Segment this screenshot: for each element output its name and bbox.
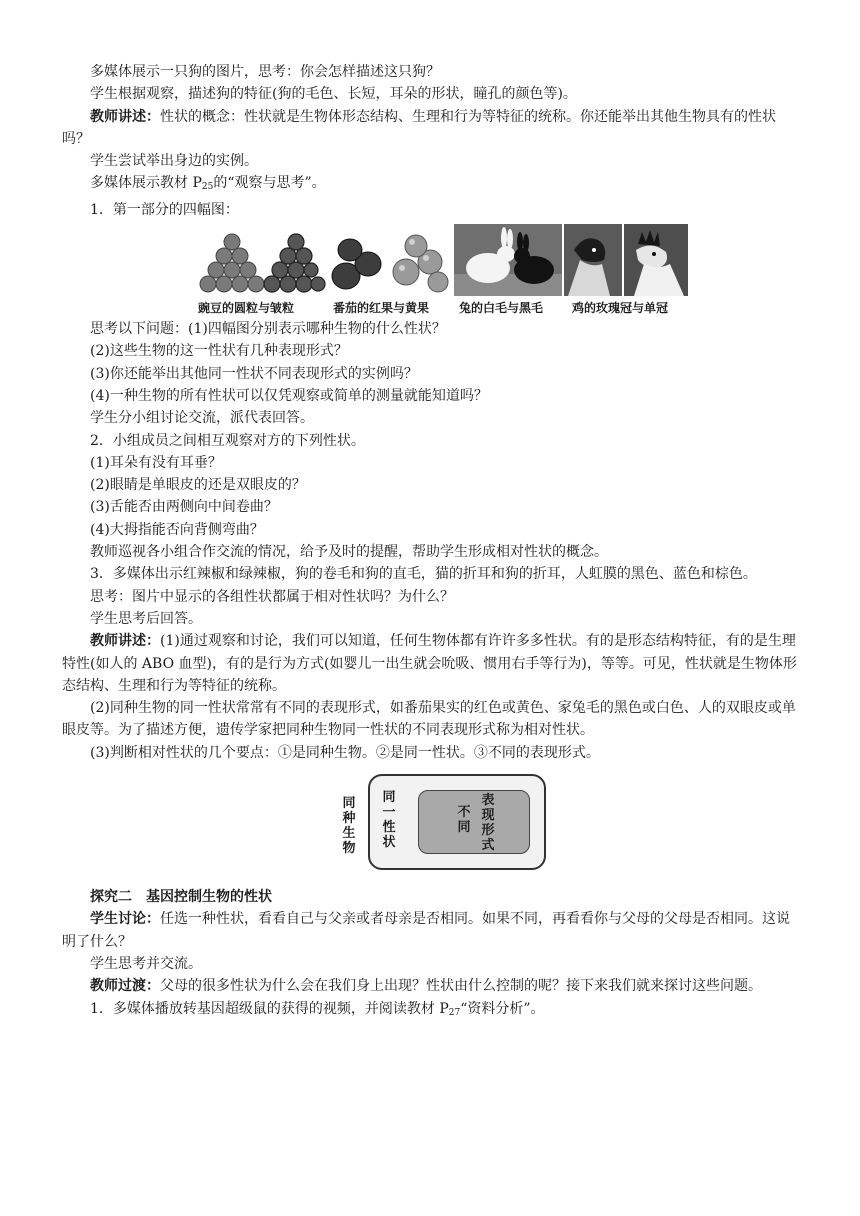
diagram-label-trait: 同一性状 [382,790,396,851]
paragraph: (2)同种生物的同一性状常常有不同的表现形式，如番茄果实的红色或黄色、家兔毛的黑色或白色、人的双眼皮或单眼皮等。为了描述方便，遗传学家把同种生物同一性状的不同表现形式称为相对性状。 [62,700,796,739]
paragraph-text: 1．多媒体播放转基因超级鼠的获得的视频，并阅读教材 P [90,1000,449,1017]
figure-caption: 番茄的红果与黄果 [333,301,430,316]
paragraph-text: 父母的很多性状为什么会在我们身上出现？性状由什么控制的呢？接下来我们就来探讨这些问题。 [160,978,762,995]
pea-photo [194,224,326,296]
single-comb-rooster-photo [624,224,688,296]
paragraph: (2)这些生物的这一性状有几种表现形式？ [90,343,348,360]
paragraph: 1．第一部分的四幅图： [90,201,239,218]
bold-label: 教师讲述： [90,108,160,125]
paragraph [62,998,800,1024]
paragraph: (2)眼睛是单眼皮的还是双眼皮的？ [90,477,306,494]
paragraph: 学生思考并交流。 [90,955,202,972]
paragraph: (3)你还能举出其他同一性状不同表现形式的实例吗？ [90,365,418,382]
paragraph: 3．多媒体出示红辣椒和绿辣椒，狗的卷毛和狗的直毛，猫的折耳和狗的折耳，人虹膜的黑色、蓝色和棕色。 [90,566,757,583]
paragraph: 学生思考后回答。 [90,610,202,627]
paragraph [62,106,800,151]
figure-caption: 兔的白毛与黑毛 [459,301,544,316]
page-subscript: 25 [201,182,214,193]
bold-label: 教师讲述： [90,633,160,650]
paragraph: 学生尝试举出身边的实例。 [90,153,258,170]
bold-label: 学生讨论： [90,911,160,928]
bold-label: 教师过渡： [90,978,160,995]
paragraph: (4)大拇指能否向背侧弯曲？ [90,521,264,538]
paragraph-text: 的“观察与思考”。 [213,175,326,192]
paragraph-text: 多媒体展示教材 P [90,175,202,192]
relative-trait-diagram [62,764,800,886]
diagram-label-forms: 表现形式 [481,793,495,854]
paragraph [62,630,800,697]
paragraph: 思考：图片中显示的各组性状都属于相对性状吗？为什么？ [90,588,454,605]
diagram-inner-box [418,790,530,854]
paragraph-text: 性状的概念：性状就是生物体形态结构、生理和行为等特征的统称。你还能举出其他生物具有的性状吗？ [62,108,776,147]
paragraph: 多媒体展示一只狗的图片，思考：你会怎样描述这只狗？ [90,64,440,80]
tomato-photo [328,224,453,296]
diagram-label-species: 同种生物 [342,796,356,857]
paragraph-text: (1)通过观察和讨论，我们可以知道，任何生物体都有许许多多性状。有的是形态结构特征，有的是生理特性(如人的 ABO 血型)，有的是行为方式(如婴儿一出生就会吮吸、惯用右手等行为)，等等。可见，性状就是生物体形态结构、生理和行为等特征的统称。 [62,633,797,694]
diagram-outer-box [368,774,546,870]
rose-comb-rooster-photo [564,224,622,296]
paragraph: 2．小组成员之间相互观察对方的下列性状。 [90,432,365,449]
paragraph [62,975,800,997]
paragraph: 教师巡视各小组合作交流的情况，给予及时的提醒，帮助学生形成相对性状的概念。 [90,544,608,561]
paragraph-text: 任选一种性状，看看自己与父亲或者母亲是否相同。如果不同，再看看你与父母的父母是否相同。这说明了什么？ [62,911,790,950]
rabbit-photo [454,224,562,296]
paragraph: (4)一种生物的所有性状可以仅凭观察或简单的测量就能知道吗？ [90,387,488,404]
paragraph: 学生分小组讨论交流，派代表回答。 [90,410,314,427]
paragraph: 学生根据观察，描述狗的特征(狗的毛色、长短，耳朵的形状，瞳孔的颜色等)。 [90,86,577,103]
paragraph: (1)耳朵有没有耳垂？ [90,454,222,471]
section-heading: 探究二 基因控制生物的性状 [90,889,272,906]
paragraph: (3)判断相对性状的几个要点：①是同种生物。②是同一性状。③不同的表现形式。 [90,744,600,761]
figure-caption: 豌豆的圆粒与皱粒 [198,301,295,316]
paragraph [62,908,800,953]
trait-photo-strip [62,224,800,318]
diagram-label-diff: 不同 [457,805,471,836]
document-page [62,0,800,1024]
paragraph [62,172,800,198]
paragraph: 思考以下问题：(1)四幅图分别表示哪种生物的什么性状？ [90,321,446,338]
paragraph-text: “资料分析”。 [460,1000,545,1017]
page-subscript: 27 [448,1007,461,1018]
paragraph: (3)舌能否由两侧向中间卷曲？ [90,499,278,516]
figure-caption: 鸡的玫瑰冠与单冠 [572,301,669,316]
